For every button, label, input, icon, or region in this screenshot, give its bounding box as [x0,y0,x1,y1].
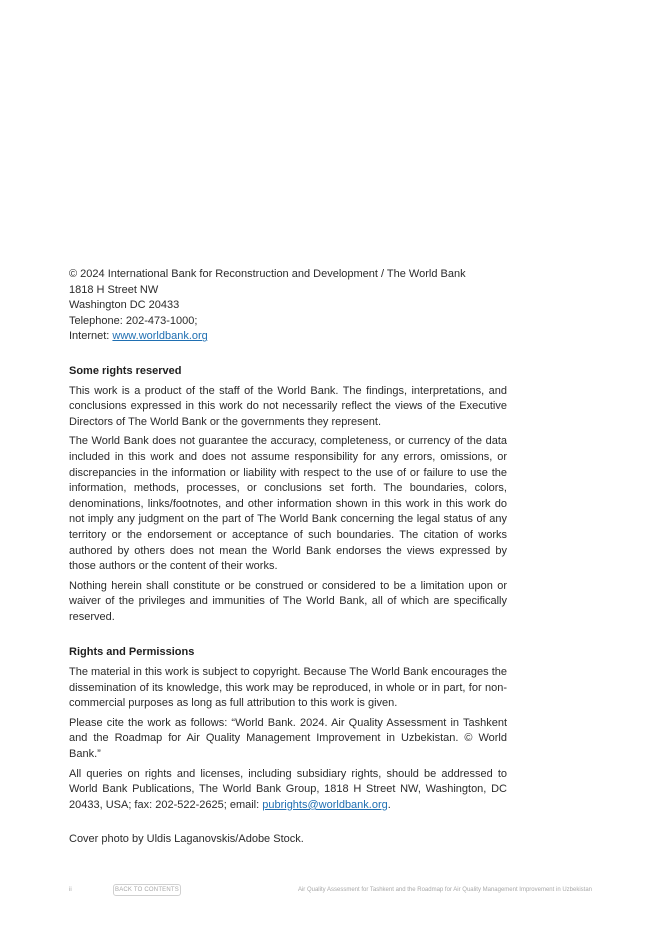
copyright-line: © 2024 International Bank for Reconstruction and Development / The World Bank [69,268,466,280]
rights-permissions-heading: Rights and Permissions [69,646,195,659]
city-address: Washington DC 20433 [69,299,180,312]
queries-text: All queries on rights and licenses, including subsidiary rights, should be addressed to World Bank Publications, The World Bank Group, 1818 H Street NW, Washington, DC 20433, USA; fax: 202-522-2625; email: [69,767,507,811]
rights-permissions-section [69,645,507,813]
back-to-contents-button[interactable]: BACK TO CONTENTS [113,884,181,896]
cover-photo-credit: Cover photo by Uldis Laganovskis/Adobe Stock. [69,833,304,846]
page-number: ii [69,887,72,893]
some-rights-section [69,364,507,626]
publisher-address-block [69,267,507,345]
queries-end: . [387,798,391,811]
disclaimer-paragraph: Nothing herein shall constitute or be construed or considered to be a limitation upon or waiver of the privileges and immunities of The World Bank, all of which are specifically reserved. [69,579,507,623]
disclaimer-paragraph: The World Bank does not guarantee the accuracy, completeness, or currency of the data included in this work and does not assume responsibility for any errors, omissions, or discrepancies in the information or liability with respect to the use of or failure to use the information, methods, processes, or conclusions set forth. The boundaries, colors, denominations, links/footnotes, and other information shown in this work in this work do not imply any judgment on the part of The World Bank concerning the legal status of any territory or the endorsement or acceptance of such boundaries. The citation of works authored by others does not mean the World Bank endorses the views expressed by those authors or the content of their works. [69,435,507,573]
copyright-page-content [69,267,507,859]
internet-label: Internet: [69,330,113,343]
worldbank-website-link[interactable]: www.worldbank.org [112,330,208,343]
street-address: 1818 H Street NW [69,283,159,296]
disclaimer-paragraph: This work is a product of the staff of the World Bank. The findings, interpretations, and conclusions expressed in this work do not necessarily reflect the views of the Executive Directors of The World Bank or the governments they represent. [69,384,507,428]
some-rights-heading: Some rights reserved [69,364,182,377]
page-footer [0,883,662,899]
citation-paragraph: Please cite the work as follows: “World Bank. 2024. Air Quality Assessment in Tashkent and the Roadmap for Air Quality Management Improvement in Uzbekistan. © World Bank.” [69,716,507,761]
running-title: Air Quality Assessment for Tashkent and the Roadmap for Air Quality Management Improvement in Uzbekistan [297,887,592,893]
telephone-line: Telephone: 202-473-1000; [69,314,198,327]
internet-line [69,329,507,345]
copyright-paragraph: The material in this work is subject to copyright. Because The World Bank encourages the dissemination of its knowledge, this work may be reproduced, in whole or in part, for non-commercial purposes as long as full attribution to this work is given. [69,666,507,710]
pubrights-email-link[interactable]: pubrights@worldbank.org [262,798,388,811]
queries-paragraph [69,767,507,814]
